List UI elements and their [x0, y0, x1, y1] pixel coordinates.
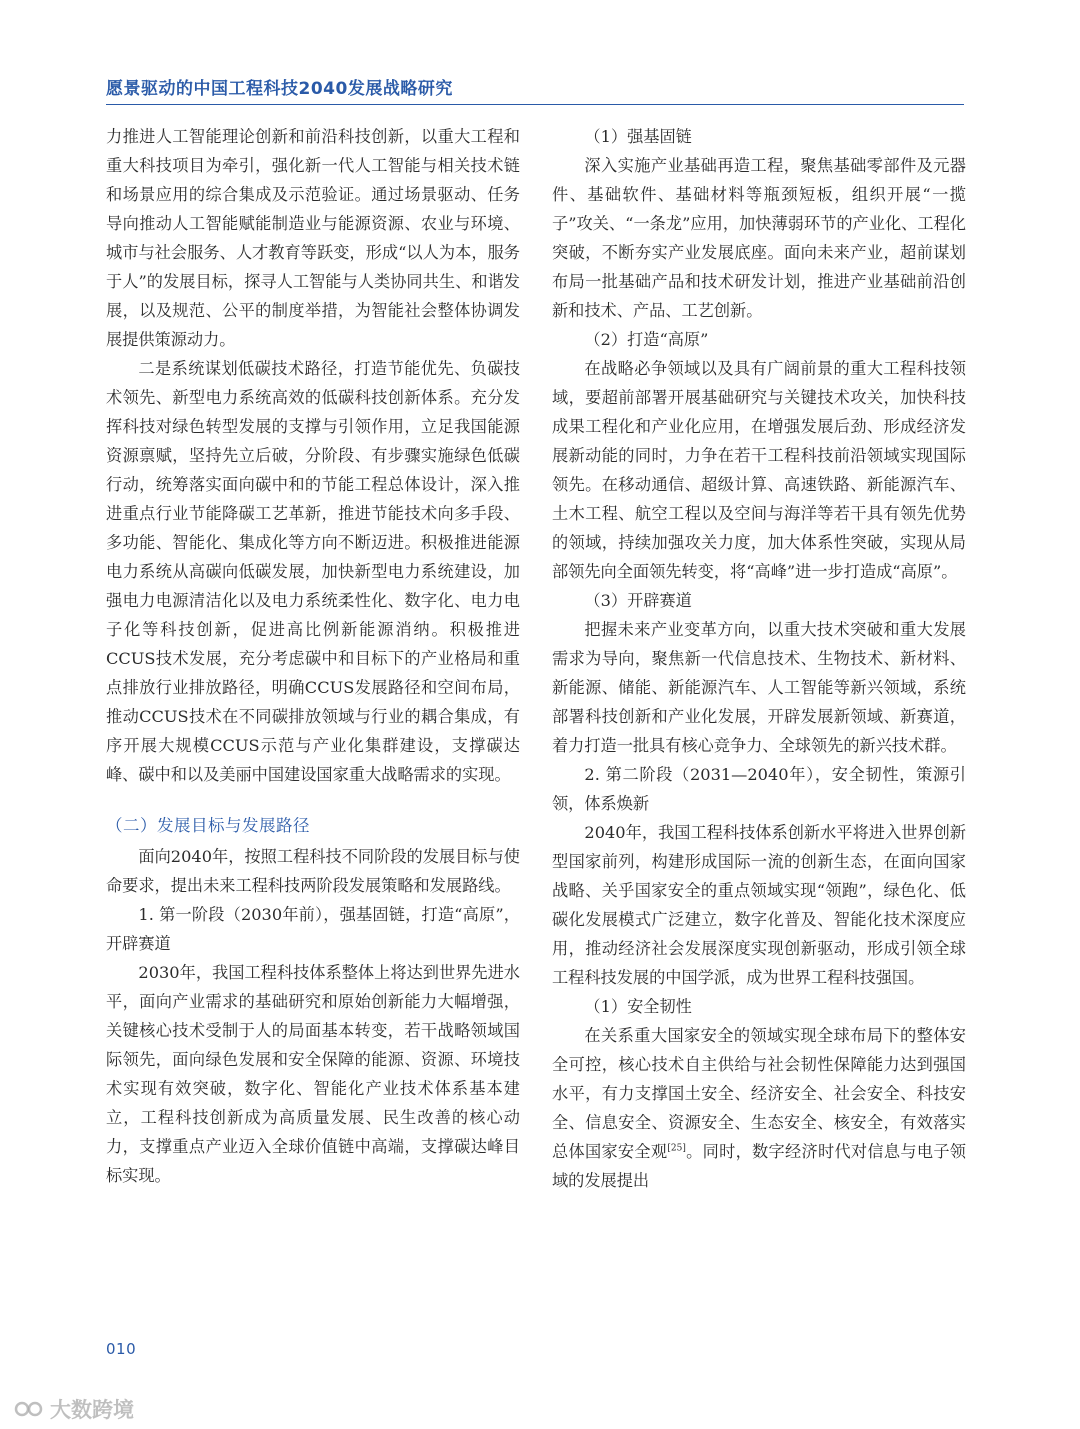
- body-paragraph: [552, 1021, 966, 1195]
- left-column: [106, 122, 520, 1190]
- watermark: [14, 1392, 134, 1426]
- stage-heading: 2. 第二阶段（2031—2040年），安全韧性，策源引领，体系焕新: [552, 765, 966, 813]
- page-number: 010: [106, 1340, 137, 1358]
- body-paragraph: 2030年，我国工程科技体系整体上将达到世界先进水平，面向产业需求的基础研究和原始创新能力大幅增强，关键核心技术受制于人的局面基本转变，若干战略领域国际领先，面向绿色发展和安全保障的能源、资源、环境技术实现有效突破，数字化、智能化产业技术体系基本建立，工程科技创新成为高质量发展、民生改善的核心动力，支撑重点产业迈入全球价值链中高端，支撑碳达峰目标实现。: [106, 963, 520, 1185]
- paragraph-text-tail: 。同时，数字经济时代对信息与电子领域的发展提出: [552, 1142, 966, 1190]
- subheading: （3）开辟赛道: [584, 591, 692, 610]
- body-paragraph: 面向2040年，按照工程科技不同阶段的发展目标与使命要求，提出未来工程科技两阶段发展策略和发展路线。: [106, 847, 520, 895]
- paragraph-text: 在关系重大国家安全的领域实现全球布局下的整体安全可控，核心技术自主供给与社会韧性保障能力达到强国水平，有力支撑国土安全、经济安全、社会安全、科技安全、信息安全、资源安全、生态安全、核安全，有效落实总体国家安全观: [552, 1026, 966, 1161]
- section-heading: （二）发展目标与发展路径: [106, 816, 310, 835]
- subheading: （1）强基固链: [584, 127, 692, 146]
- body-paragraph: 在战略必争领域以及具有广阔前景的重大工程科技领域，要超前部署开展基础研究与关键技术攻关，加快科技成果工程化和产业化应用，在增强发展后劲、形成经济发展新动能的同时，力争在若干工程科技前沿领域实现国际领先。在移动通信、超级计算、高速铁路、新能源汽车、土木工程、航空工程以及空间与海洋等若干具有领先优势的领域，持续加强攻关力度，加大体系性突破，实现从局部领先向全面领先转变，将“高峰”进一步打造成“高原”。: [552, 359, 966, 581]
- watermark-text: 大数跨境: [50, 1398, 134, 1422]
- subheading: （2）打造“高原”: [584, 330, 709, 349]
- body-paragraph: 2040年，我国工程科技体系创新水平将进入世界创新型国家前列，构建形成国际一流的创新生态，在面向国家战略、关乎国家安全的重点领域实现“领跑”，绿色化、低碳化发展模式广泛建立，数字化普及、智能化技术深度应用，推动经济社会发展深度实现创新驱动，形成引领全球工程科技发展的中国学派，成为世界工程科技强国。: [552, 823, 966, 987]
- running-header: 愿景驱动的中国工程科技2040发展战略研究: [106, 74, 964, 105]
- watermark-logo-icon: [14, 1396, 44, 1422]
- right-column: [552, 122, 966, 1195]
- citation-reference[interactable]: [25]: [667, 1143, 686, 1154]
- body-paragraph: 深入实施产业基础再造工程，聚焦基础零部件及元器件、基础软件、基础材料等瓶颈短板，组织开展“一揽子”攻关、“一条龙”应用，加快薄弱环节的产业化、工程化突破，不断夯实产业发展底座。面向未来产业，超前谋划布局一批基础产品和技术研发计划，推进产业基础前沿创新和技术、产品、工艺创新。: [552, 156, 966, 320]
- stage-heading: 1. 第一阶段（2030年前），强基固链，打造“高原”，开辟赛道: [106, 905, 520, 953]
- body-paragraph: 把握未来产业变革方向，以重大技术突破和重大发展需求为导向，聚焦新一代信息技术、生物技术、新材料、新能源、储能、新能源汽车、人工智能等新兴领域，系统部署科技创新和产业化发展，开辟发展新领域、新赛道，着力打造一批具有核心竞争力、全球领先的新兴技术群。: [552, 620, 966, 755]
- subheading: （1）安全韧性: [584, 997, 692, 1016]
- body-paragraph: 力推进人工智能理论创新和前沿科技创新，以重大工程和重大科技项目为牵引，强化新一代人工智能与相关技术链和场景应用的综合集成及示范验证。通过场景驱动、任务导向推动人工智能赋能制造业与能源资源、农业与环境、城市与社会服务、人才教育等跃变，形成“以人为本，服务于人”的发展目标，探寻人工智能与人类协同共生、和谐发展，以及规范、公平的制度举措，为智能社会整体协调发展提供策源动力。: [106, 127, 520, 349]
- body-paragraph: 二是系统谋划低碳技术路径，打造节能优先、负碳技术领先、新型电力系统高效的低碳科技创新体系。充分发挥科技对绿色转型发展的支撑与引领作用，立足我国能源资源禀赋，坚持先立后破，分阶段、有步骤实施绿色低碳行动，统筹落实面向碳中和的节能工程总体设计，深入推进重点行业节能降碳工艺革新，推进节能技术向多手段、多功能、智能化、集成化等方向不断迈进。积极推进能源电力系统从高碳向低碳发展，加快新型电力系统建设，加强电力电源清洁化以及电力系统柔性化、数字化、电力电子化等科技创新，促进高比例新能源消纳。积极推进CCUS技术发展，充分考虑碳中和目标下的产业格局和重点排放行业排放路径，明确CCUS发展路径和空间布局，推动CCUS技术在不同碳排放领域与行业的耦合集成，有序开展大规模CCUS示范与产业化集群建设，支撑碳达峰、碳中和以及美丽中国建设国家重大战略需求的实现。: [106, 359, 520, 784]
